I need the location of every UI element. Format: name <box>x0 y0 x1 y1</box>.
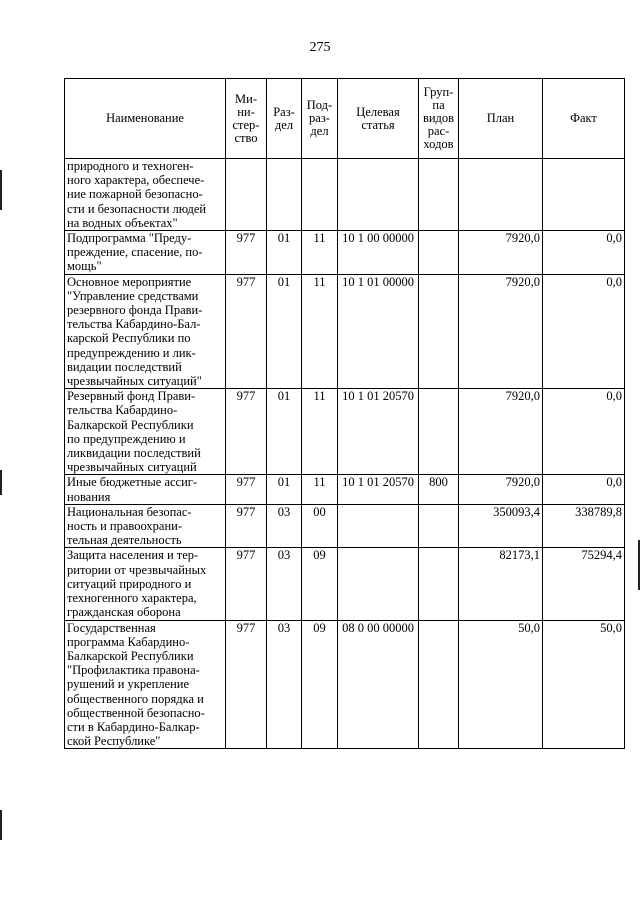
row-target: 10 1 00 00000 <box>338 231 419 275</box>
row-fact: 50,0 <box>543 620 625 749</box>
row-name: Национальная безопас- ность и правоохрани- тельная деятельность <box>65 504 226 548</box>
row-ministry: 977 <box>226 548 267 620</box>
table-row <box>65 231 625 275</box>
scan-margin-mark <box>0 470 2 495</box>
row-fact <box>543 159 625 231</box>
row-plan: 50,0 <box>459 620 543 749</box>
table-row <box>65 389 625 475</box>
row-section: 03 <box>267 620 302 749</box>
row-ministry: 977 <box>226 274 267 389</box>
table-row <box>65 548 625 620</box>
table-row <box>65 159 625 231</box>
scan-margin-mark <box>0 810 2 840</box>
row-exp-group <box>419 389 459 475</box>
row-ministry: 977 <box>226 389 267 475</box>
row-target: 08 0 00 00000 <box>338 620 419 749</box>
header-section: Раз- дел <box>267 79 302 159</box>
header-exp-group: Груп- па видов рас- ходов <box>419 79 459 159</box>
row-plan: 7920,0 <box>459 274 543 389</box>
row-name: Резервный фонд Прави- тельства Кабардино- Балкарской Республики по предупреждению и ликвидации последствий чрезвычайных ситуаций <box>65 389 226 475</box>
row-target <box>338 504 419 548</box>
row-name: Иные бюджетные ассиг- нования <box>65 475 226 504</box>
budget-table <box>64 78 625 749</box>
row-target: 10 1 01 20570 <box>338 389 419 475</box>
table-row <box>65 274 625 389</box>
row-ministry <box>226 159 267 231</box>
row-exp-group: 800 <box>419 475 459 504</box>
row-ministry: 977 <box>226 231 267 275</box>
row-name: Подпрограмма "Преду- преждение, спасение, по- мощь" <box>65 231 226 275</box>
table-row <box>65 620 625 749</box>
row-target <box>338 548 419 620</box>
row-plan <box>459 159 543 231</box>
row-target: 10 1 01 20570 <box>338 475 419 504</box>
header-fact: Факт <box>543 79 625 159</box>
row-section <box>267 159 302 231</box>
row-plan: 7920,0 <box>459 231 543 275</box>
header-target: Целевая статья <box>338 79 419 159</box>
row-plan: 350093,4 <box>459 504 543 548</box>
row-exp-group <box>419 274 459 389</box>
table-header-row <box>65 79 625 159</box>
row-section: 01 <box>267 231 302 275</box>
row-fact: 75294,4 <box>543 548 625 620</box>
row-subsection <box>302 159 338 231</box>
row-subsection: 09 <box>302 548 338 620</box>
row-subsection: 11 <box>302 274 338 389</box>
row-fact: 0,0 <box>543 231 625 275</box>
row-plan: 7920,0 <box>459 475 543 504</box>
table-row <box>65 475 625 504</box>
row-section: 03 <box>267 548 302 620</box>
row-subsection: 09 <box>302 620 338 749</box>
row-fact: 0,0 <box>543 274 625 389</box>
row-fact: 0,0 <box>543 389 625 475</box>
row-target <box>338 159 419 231</box>
row-section: 01 <box>267 274 302 389</box>
page-number: 275 <box>309 40 331 55</box>
row-section: 01 <box>267 389 302 475</box>
table-row <box>65 504 625 548</box>
scan-margin-mark <box>0 170 2 210</box>
row-exp-group <box>419 620 459 749</box>
row-ministry: 977 <box>226 620 267 749</box>
row-section: 03 <box>267 504 302 548</box>
row-subsection: 00 <box>302 504 338 548</box>
row-exp-group <box>419 548 459 620</box>
row-name: Основное мероприятие "Управление средствами резервного фонда Прави- тельства Кабардино-Бал- карской Республики по предупреждению и лик- видации последствий чрезвычайных ситуаций" <box>65 274 226 389</box>
row-ministry: 977 <box>226 504 267 548</box>
row-name: природного и техноген- ного характера, обеспече- ние пожарной безопасно- сти и безопасности людей на водных объектах" <box>65 159 226 231</box>
row-name: Защита населения и тер- ритории от чрезвычайных ситуаций природного и техногенного характера, гражданская оборона <box>65 548 226 620</box>
row-plan: 7920,0 <box>459 389 543 475</box>
row-subsection: 11 <box>302 475 338 504</box>
row-section: 01 <box>267 475 302 504</box>
row-exp-group <box>419 231 459 275</box>
row-subsection: 11 <box>302 231 338 275</box>
row-fact: 338789,8 <box>543 504 625 548</box>
row-exp-group <box>419 159 459 231</box>
row-fact: 0,0 <box>543 475 625 504</box>
header-subsection: Под- раз- дел <box>302 79 338 159</box>
header-ministry: Ми- ни- стер- ство <box>226 79 267 159</box>
row-subsection: 11 <box>302 389 338 475</box>
header-name: Наименование <box>65 79 226 159</box>
row-plan: 82173,1 <box>459 548 543 620</box>
row-target: 10 1 01 00000 <box>338 274 419 389</box>
header-plan: План <box>459 79 543 159</box>
row-name: Государственная программа Кабардино- Балкарской Республики "Профилактика правона- рушений и укрепление общественного порядка и общественной безопасно- сти в Кабардино-Балкар- ской Республике" <box>65 620 226 749</box>
row-exp-group <box>419 504 459 548</box>
row-ministry: 977 <box>226 475 267 504</box>
